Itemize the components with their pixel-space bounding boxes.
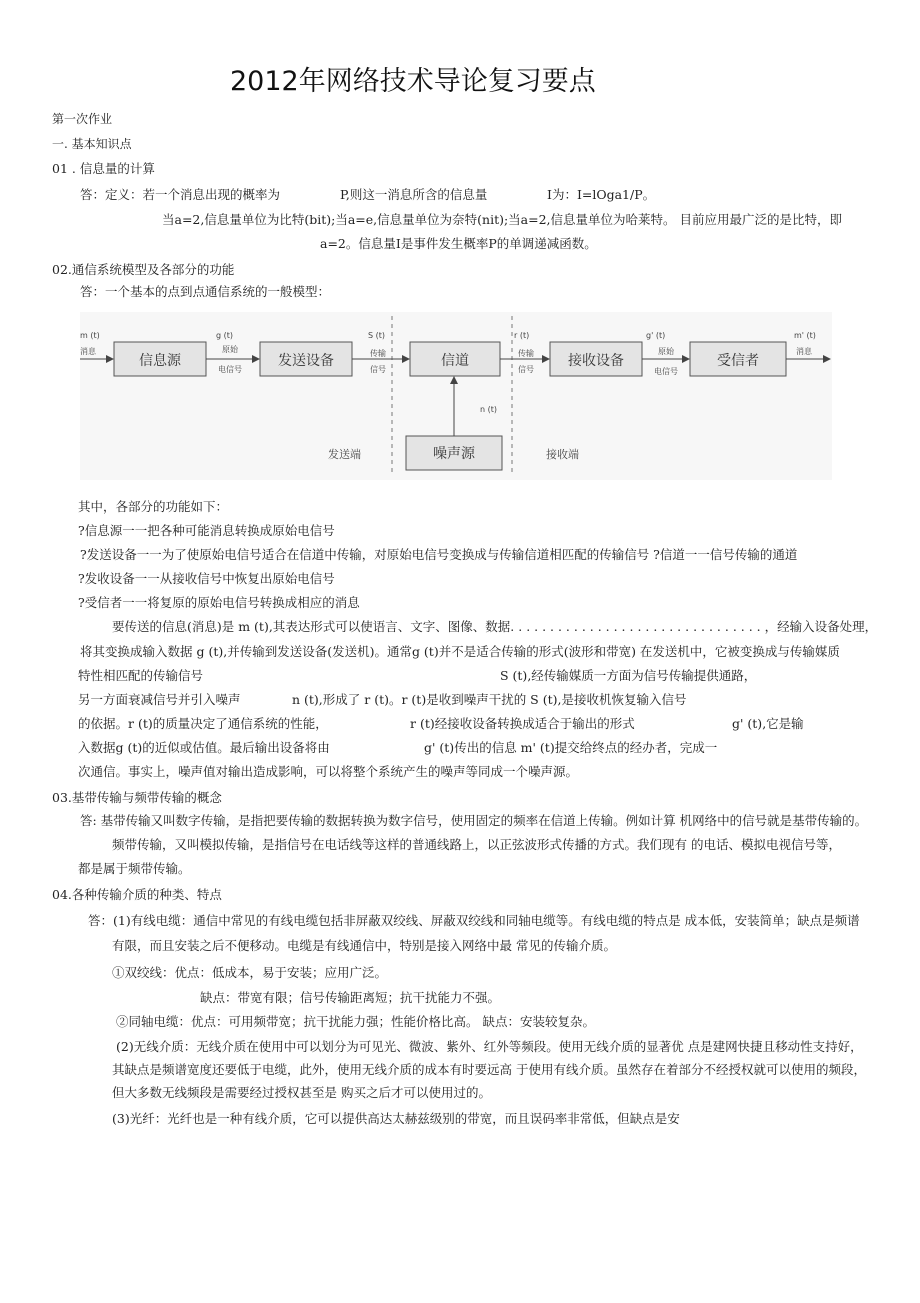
sink-label: 受信者: [717, 353, 759, 369]
s-t-label: S (t): [368, 331, 385, 340]
answer-text: 答: 基带传输又叫数字传输，是指把要传输的数据转换为数字信号，使用固定的频率在信道上传输。例如计算 机网络中的信号就是基带传输的。: [80, 813, 868, 828]
answer-text: I为：I=lOga1/P。: [547, 187, 656, 202]
function-item: ?发收设备一一从接收信号中恢复出原始电信号: [78, 571, 335, 586]
answer-text: 频带传输，又叫模拟传输，是指信号在电话线等这样的普通线路上，以正弦波形式传播的方式。我们现有 的电话、模拟电视信号等，: [112, 837, 841, 852]
n-t-label: n (t): [480, 405, 497, 414]
function-item: ?发送设备一一为了使原始电信号适合在信道中传输，对原始电信号变换成与传输信道相匹配的传输信号 ?信道一一信号传输的通道: [80, 547, 798, 562]
recv-end-label: 接收端: [546, 448, 579, 461]
answer-text: (3)光纤：光纤也是一种有线介质，它可以提供高达太赫兹级别的带宽，而且误码率非常低，但缺点是安: [112, 1111, 680, 1126]
s-signal-label: 信号: [370, 365, 386, 374]
homework-label: 第一次作业: [52, 112, 113, 126]
body-text: 入数据g (t)的近似或估值。最后输出设备将由: [78, 740, 330, 755]
body-text: 次通信。事实上，噪声值对输出造成影响，可以将整个系统产生的噪声等同成一个噪声源。: [78, 764, 579, 779]
function-item: ?信息源一一把各种可能消息转换成原始电信号: [78, 523, 335, 538]
question-heading: 04.各种传输介质的种类、特点: [52, 887, 222, 902]
g2-orig-label: 原始: [658, 347, 674, 356]
answer-text: 但大多数无线频段是需要经过授权甚至是 购买之后才可以使用过的。: [112, 1085, 491, 1100]
m-t-label: m (t): [80, 331, 100, 340]
answer-text: 当a=2,信息量单位为比特(bit);当a=e,信息量单位为奈特(nit);当a=2,信息量单位为哈莱特。 目前应用最广泛的是比特，即: [162, 212, 843, 227]
info-source-label: 信息源: [139, 353, 181, 369]
receiver-label: 接收设备: [568, 353, 624, 369]
question-heading: 01 . 信息量的计算: [52, 161, 155, 176]
body-text: r (t)经接收设备转换成适合于输出的形式: [410, 716, 635, 731]
answer-text: 有限，而且安装之后不便移动。电缆是有线通信中，特别是接入网络中最 常见的传输介质。: [112, 938, 616, 953]
answer-text: 缺点：带宽有限；信号传输距离短；抗干扰能力不强。: [200, 990, 501, 1005]
r-t-label: r (t): [514, 331, 530, 340]
body-text: 另一方面衰减信号并引入噪声: [78, 692, 241, 707]
noise-source-label: 噪声源: [433, 446, 475, 462]
body-text: 要传送的信息(消息)是 m (t),其表达形式可以使语言、文字、图像、数据. . . . . . . . . . . . . . . . . . . . . . . . . . . . . . . . ，经输入设备处理，: [112, 619, 878, 634]
answer-text: 答：定义：若一个消息出现的概率为: [80, 187, 281, 202]
body-text: 其中，各部分的功能如下：: [78, 499, 229, 514]
transmitter-label: 发送设备: [278, 353, 334, 369]
question-heading: 02.通信系统模型及各部分的功能: [52, 262, 235, 277]
answer-text: 其缺点是频谱宽度还要低于电缆，此外，使用无线介质的成本有时要远高 于使用有线介质。虽然存在着部分不经授权就可以使用的频段，: [112, 1062, 866, 1077]
body-text: n (t),形成了 r (t)。r (t)是收到噪声干扰的 S (t),是接收机恢复输入信号: [292, 692, 687, 707]
body-text: 的依据。r (t)的质量决定了通信系统的性能，: [78, 716, 328, 731]
r-trans-label: 传输: [518, 349, 534, 358]
answer-text: 答：(1)有线电缆：通信中常见的有线电缆包括非屏蔽双绞线、屏蔽双绞线和同轴电缆等。有线电缆的特点是 成本低，安装简单；缺点是频谱: [88, 913, 860, 928]
answer-text: P,则这一消息所含的信息量: [340, 187, 488, 202]
communication-model-diagram: [80, 312, 832, 480]
g-t-label: g (t): [216, 331, 233, 340]
g2-signal-label: 电信号: [654, 367, 678, 376]
question-heading: 03.基带传输与频带传输的概念: [52, 790, 222, 805]
channel-label: 信道: [441, 353, 469, 369]
g-orig-label: 原始: [222, 345, 238, 354]
body-text: g' (t)传出的信息 m' (t)提交给终点的经办者，完成一: [424, 740, 718, 755]
answer-text: 都是属于频带传输。: [78, 861, 191, 876]
send-end-label: 发送端: [328, 448, 361, 461]
s-trans-label: 传输: [370, 349, 386, 358]
r-signal-label: 信号: [518, 365, 534, 374]
g-signal-label: 电信号: [218, 365, 242, 374]
page-title: 2012年网络技术导论复习要点: [230, 66, 596, 97]
body-text: 将其变换成输入数据 g (t),并传输到发送设备(发送机)。通常g (t)并不是适合传输的形式(波形和带宽) 在发送机中，它被变换成与传输媒质: [80, 644, 840, 659]
body-text: S (t),经传输媒质一方面为信号传输提供通路，: [500, 668, 757, 683]
g2-t-label: g' (t): [646, 331, 666, 340]
body-text: g' (t),它是输: [732, 716, 804, 731]
answer-text: 答：一个基本的点到点通信系统的一般模型：: [80, 284, 331, 299]
m2-t-label: m' (t): [794, 331, 816, 340]
answer-text: a=2。信息量I是事件发生概率P的单调递减函数。: [320, 236, 597, 251]
function-item: ?受信者一一将复原的原始电信号转换成相应的消息: [78, 595, 360, 610]
answer-text: ②同轴电缆：优点：可用频带宽；抗干扰能力强；性能价格比高。 缺点：安装较复杂。: [116, 1014, 595, 1029]
message2-label: 消息: [796, 347, 812, 356]
section-heading: 一. 基本知识点: [52, 137, 132, 151]
answer-text: (2)无线介质：无线介质在使用中可以划分为可见光、微波、紫外、红外等频段。使用无线介质的显著优 点是建网快捷且移动性支持好，: [116, 1039, 863, 1054]
message-label: 消息: [80, 347, 96, 356]
answer-text: ①双绞线：优点：低成本，易于安装；应用广泛。: [112, 965, 388, 980]
body-text: 特性相匹配的传输信号: [78, 668, 204, 683]
